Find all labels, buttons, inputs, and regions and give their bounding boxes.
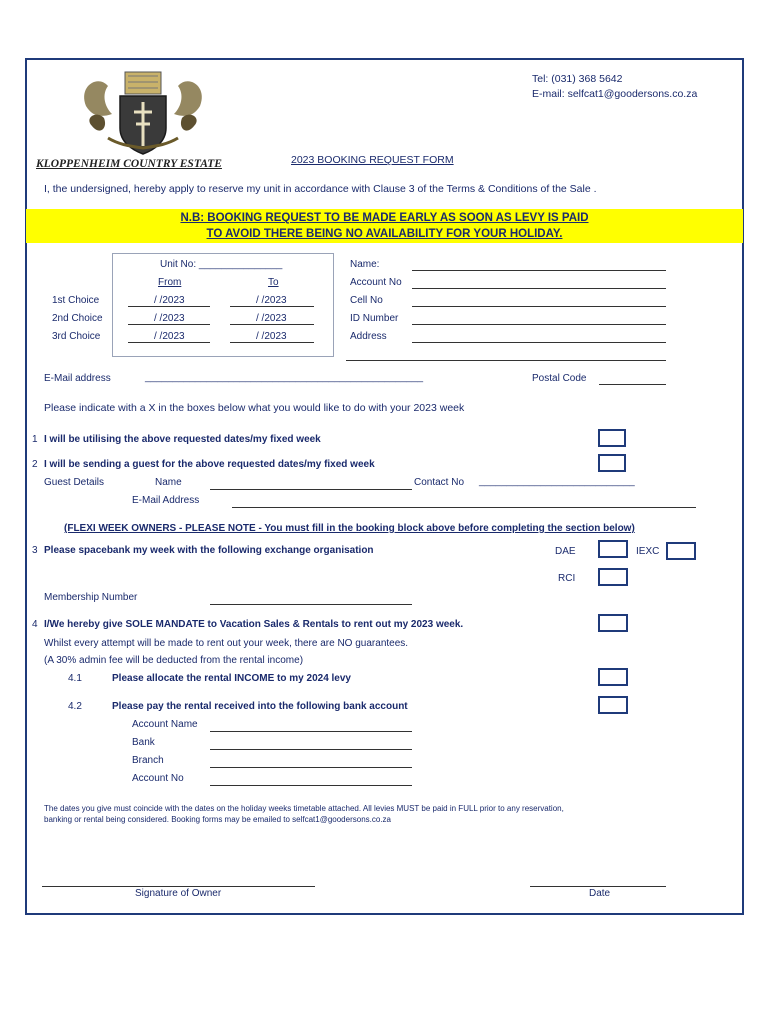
choice-1-to-line xyxy=(230,306,314,307)
option-1-text: I will be utilising the above requested dates/my fixed week xyxy=(44,434,321,445)
address-field-1[interactable] xyxy=(412,342,666,343)
unit-no-field[interactable]: Unit No: _______________ xyxy=(160,259,283,270)
option-4-number: 4 xyxy=(32,619,38,630)
id-number-label: ID Number xyxy=(350,313,399,324)
choice-2-to-line xyxy=(230,324,314,325)
branch-field[interactable] xyxy=(210,767,412,768)
contact-tel: Tel: (031) 368 5642 xyxy=(532,73,623,85)
to-header: To xyxy=(268,277,279,288)
bank-account-no-label: Account No xyxy=(132,773,184,784)
branch-label: Branch xyxy=(132,755,164,766)
membership-number-label: Membership Number xyxy=(44,592,138,603)
choice-2-label: 2nd Choice xyxy=(52,313,103,324)
option-4-2-text: Please pay the rental received into the following bank account xyxy=(112,701,408,712)
choice-1-from[interactable]: / /2023 xyxy=(154,295,185,306)
notice-line-2: TO AVOID THERE BEING NO AVAILABILITY FOR YOUR HOLIDAY. xyxy=(206,228,563,240)
rci-checkbox[interactable] xyxy=(598,568,628,586)
from-header: From xyxy=(158,277,182,288)
option-3-text: Please spacebank my week with the following exchange organisation xyxy=(44,545,374,556)
choice-2-from[interactable]: / /2023 xyxy=(154,313,185,324)
option-4-checkbox[interactable] xyxy=(598,614,628,632)
email-address-label: E-Mail address xyxy=(44,373,111,384)
notice-line-1: N.B: BOOKING REQUEST TO BE MADE EARLY AS SOON AS LEVY IS PAID xyxy=(180,212,589,224)
bank-label: Bank xyxy=(132,737,155,748)
account-no-field[interactable] xyxy=(412,288,666,289)
owner-signature-label: Signature of Owner xyxy=(135,888,222,899)
option-4-2-number: 4.2 xyxy=(68,701,82,712)
option-1-number: 1 xyxy=(32,434,38,445)
address-field-2[interactable] xyxy=(346,360,666,361)
bank-field[interactable] xyxy=(210,749,412,750)
choice-3-label: 3rd Choice xyxy=(52,331,101,342)
guest-contact-field[interactable]: ____________________________ xyxy=(479,476,635,487)
postal-code-field[interactable] xyxy=(599,384,666,385)
choice-1-label: 1st Choice xyxy=(52,295,100,306)
choice-3-from-line xyxy=(128,342,210,343)
choice-1-from-line xyxy=(128,306,210,307)
flexi-note: (FLEXI WEEK OWNERS - PLEASE NOTE - You must fill in the booking block above before completing the section below) xyxy=(64,523,635,534)
option-4-line-2: Whilst every attempt will be made to rent out your week, there are NO guarantees. xyxy=(44,638,409,649)
footnote-line-2: banking or rental being considered. Booking forms may be emailed to selfcat1@goodersons.co.za xyxy=(44,815,391,824)
option-2-checkbox[interactable] xyxy=(598,454,626,472)
guest-email-label: E-Mail Address xyxy=(132,495,200,506)
iexc-checkbox[interactable] xyxy=(666,542,696,560)
guest-name-field[interactable] xyxy=(210,489,412,490)
name-label: Name: xyxy=(350,259,380,270)
option-4-1-text: Please allocate the rental INCOME to my 2024 levy xyxy=(112,673,351,684)
option-1-checkbox[interactable] xyxy=(598,429,626,447)
guest-email-field[interactable] xyxy=(232,507,696,508)
estate-crest-logo xyxy=(78,66,208,158)
notice-banner xyxy=(26,209,743,243)
option-3-number: 3 xyxy=(32,545,38,556)
option-4-1-checkbox[interactable] xyxy=(598,668,628,686)
option-4-text: I/We hereby give SOLE MANDATE to Vacation Sales & Rentals to rent out my 2023 week. xyxy=(44,619,464,630)
postal-code-label: Postal Code xyxy=(532,373,587,384)
rci-label: RCI xyxy=(558,573,576,584)
name-field[interactable] xyxy=(412,270,666,271)
cell-no-label: Cell No xyxy=(350,295,383,306)
iexc-label: IEXC xyxy=(636,546,660,557)
bank-account-name-label: Account Name xyxy=(132,719,198,730)
guest-name-label: Name xyxy=(155,477,182,488)
account-no-label: Account No xyxy=(350,277,402,288)
email-address-field[interactable]: __________________________________________________ xyxy=(145,372,424,383)
option-4-1-number: 4.1 xyxy=(68,673,82,684)
contact-email: E-mail: selfcat1@goodersons.co.za xyxy=(532,88,698,100)
date-label: Date xyxy=(589,888,611,899)
choice-3-to-line xyxy=(230,342,314,343)
form-title: 2023 BOOKING REQUEST FORM xyxy=(291,154,454,166)
option-4-line-3: (A 30% admin fee will be deducted from the rental income) xyxy=(44,655,304,666)
choice-3-to[interactable]: / /2023 xyxy=(256,331,287,342)
choice-2-from-line xyxy=(128,324,210,325)
guest-contact-label: Contact No xyxy=(414,477,465,488)
footnote-line-1: The dates you give must coincide with the dates on the holiday weeks timetable attached. All levies MUST be paid in FULL prior to any reservation, xyxy=(44,804,564,813)
choice-1-to[interactable]: / /2023 xyxy=(256,295,287,306)
choice-2-to[interactable]: / /2023 xyxy=(256,313,287,324)
option-2-text: I will be sending a guest for the above requested dates/my fixed week xyxy=(44,459,375,470)
bank-account-no-field[interactable] xyxy=(210,785,412,786)
option-2-number: 2 xyxy=(32,459,38,470)
intro-text: I, the undersigned, hereby apply to reserve my unit in accordance with Clause 3 of the Terms & Conditions of the Sale . xyxy=(44,183,597,195)
bank-account-name-field[interactable] xyxy=(210,731,412,732)
date-line[interactable] xyxy=(530,886,666,887)
dae-label: DAE xyxy=(555,546,576,557)
estate-name: KLOPPENHEIM COUNTRY ESTATE xyxy=(36,158,222,170)
dae-checkbox[interactable] xyxy=(598,540,628,558)
guest-details-label: Guest Details xyxy=(44,477,105,488)
address-label: Address xyxy=(350,331,387,342)
owner-signature-line[interactable] xyxy=(42,886,315,887)
cell-no-field[interactable] xyxy=(412,306,666,307)
instruction-text: Please indicate with a X in the boxes below what you would like to do with your 2023 week xyxy=(44,402,465,414)
choice-3-from[interactable]: / /2023 xyxy=(154,331,185,342)
id-number-field[interactable] xyxy=(412,324,666,325)
membership-number-field[interactable] xyxy=(210,604,412,605)
option-4-2-checkbox[interactable] xyxy=(598,696,628,714)
